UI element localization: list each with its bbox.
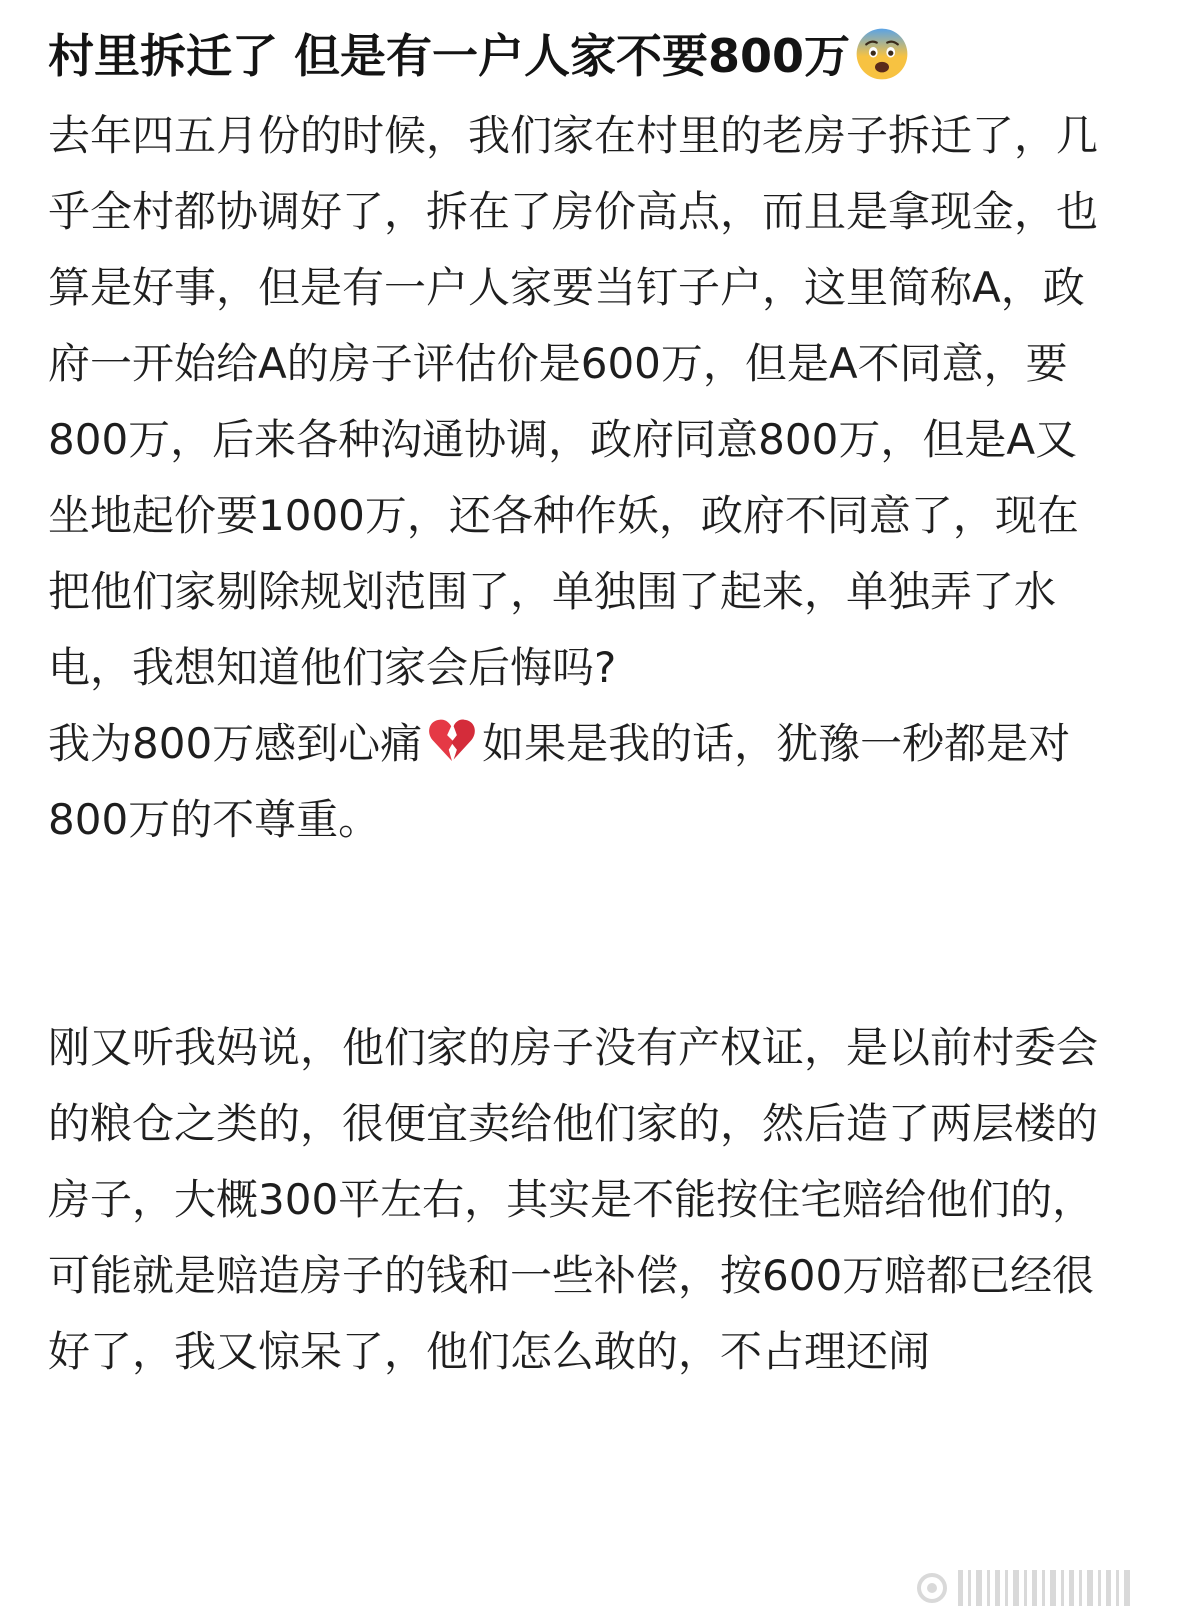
paragraph-1: 去年四五月份的时候，我们家在村里的老房子拆迁了，几乎全村都协调好了，拆在了房价高点，而且是拿现金，也算是好事，但是有一户人家要当钉子户，这里简称A，政府一开始给A的房子评估价是600万，但是A不同意，要800万，后来各种沟通协调，政府同意800万，但是A又坐地起价要1000万，还各种作妖，政府不同意了，现在把他们家剔除规划范围了，单独围了起来，单独弄了水电，我想知道他们家会后悔吗? [48, 111, 1099, 692]
paragraph-2 [48, 706, 1098, 858]
post-content [48, 22, 1098, 1390]
barcode-watermark-icon [914, 1560, 1174, 1616]
post-title [48, 22, 1098, 90]
post-title-text: 村里拆迁了 但是有一户人家不要800万 [48, 29, 851, 83]
fearful-face-icon [854, 26, 910, 82]
paragraph-2-text-b: 如果是我的话，犹豫一秒都是对800万的不尊重。 [48, 719, 1071, 844]
post-body [48, 98, 1098, 1390]
broken-heart-icon [426, 714, 478, 766]
paragraph-2-text-a: 我为800万感到心痛 [48, 719, 423, 768]
paragraph-3: 刚又听我妈说，他们家的房子没有产权证，是以前村委会的粮仓之类的，很便宜卖给他们家的，然后造了两层楼的房子，大概300平左右，其实是不能按住宅赔给他们的，可能就是赔造房子的钱和一些补偿，按600万赔都已经很好了，我又惊呆了，他们怎么敢的，不占理还闹 [48, 1023, 1099, 1376]
paragraph-spacer [48, 858, 1098, 1010]
